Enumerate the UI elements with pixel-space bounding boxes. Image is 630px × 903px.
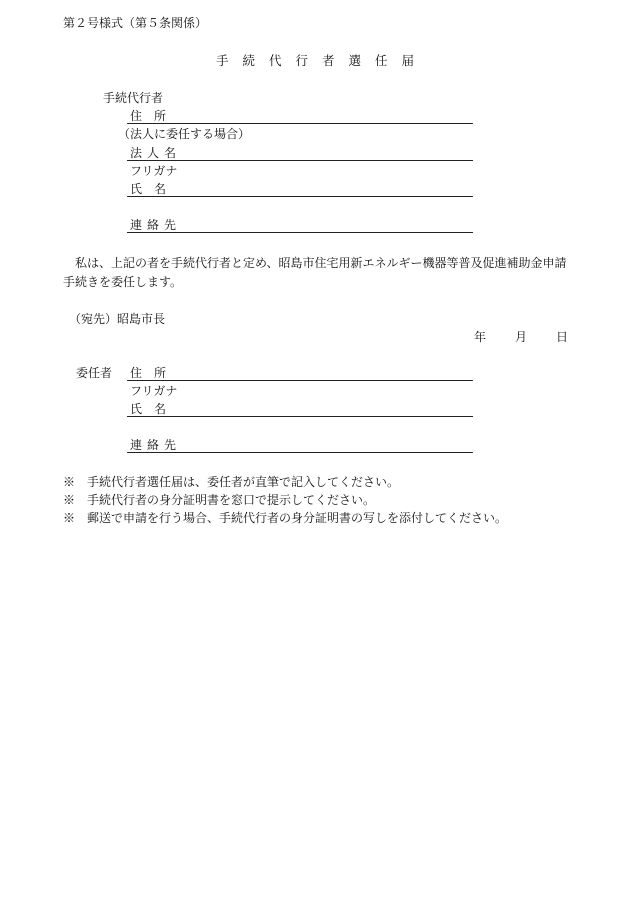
date-year-label: 年 xyxy=(474,330,487,344)
agent-corp-name-field[interactable] xyxy=(127,160,473,161)
agent-heading: 手続代行者 xyxy=(103,91,164,105)
date-day-label: 日 xyxy=(556,330,569,344)
agent-address-label: 住 所 xyxy=(130,109,167,123)
agent-corp-note: （法人に委任する場合） xyxy=(118,127,251,141)
agent-contact-label: 連絡先 xyxy=(130,218,182,232)
agent-corp-name-label: 法人名 xyxy=(130,146,182,160)
agent-name-field[interactable] xyxy=(127,196,473,197)
agent-contact-field[interactable] xyxy=(127,232,473,233)
form-number: 第２号様式（第５条関係） xyxy=(63,16,208,30)
delegator-name-field[interactable] xyxy=(127,416,473,417)
note-item: ※ 郵送で申請を行う場合、手続代行者の身分証明書の写しを添付してください。 xyxy=(63,511,508,525)
delegator-address-field[interactable] xyxy=(127,380,473,381)
note-item: ※ 手続代行者選任届は、委任者が直筆で記入してください。 xyxy=(63,475,400,489)
note-item: ※ 手続代行者の身分証明書を窓口で提示してください。 xyxy=(63,493,376,507)
agent-address-field[interactable] xyxy=(127,123,473,124)
addressee: （宛先）昭島市長 xyxy=(69,312,166,326)
delegator-contact-label: 連絡先 xyxy=(130,438,182,452)
page-title: 手続代行者選任届 xyxy=(216,53,429,68)
delegator-heading: 委任者 xyxy=(76,366,113,380)
statement-paragraph: 私は、上記の者を手続代行者と定め、昭島市住宅用新エネルギー機器等普及促進補助金申請手続きを委任します。 xyxy=(63,256,567,289)
delegator-furigana-label: フリガナ xyxy=(130,384,178,398)
delegator-address-label: 住 所 xyxy=(130,366,167,380)
delegator-name-label: 氏 名 xyxy=(130,402,167,416)
agent-furigana-label: フリガナ xyxy=(130,164,178,178)
delegator-contact-field[interactable] xyxy=(127,452,473,453)
date-month-label: 月 xyxy=(515,330,528,344)
agent-name-label: 氏 名 xyxy=(130,182,167,196)
